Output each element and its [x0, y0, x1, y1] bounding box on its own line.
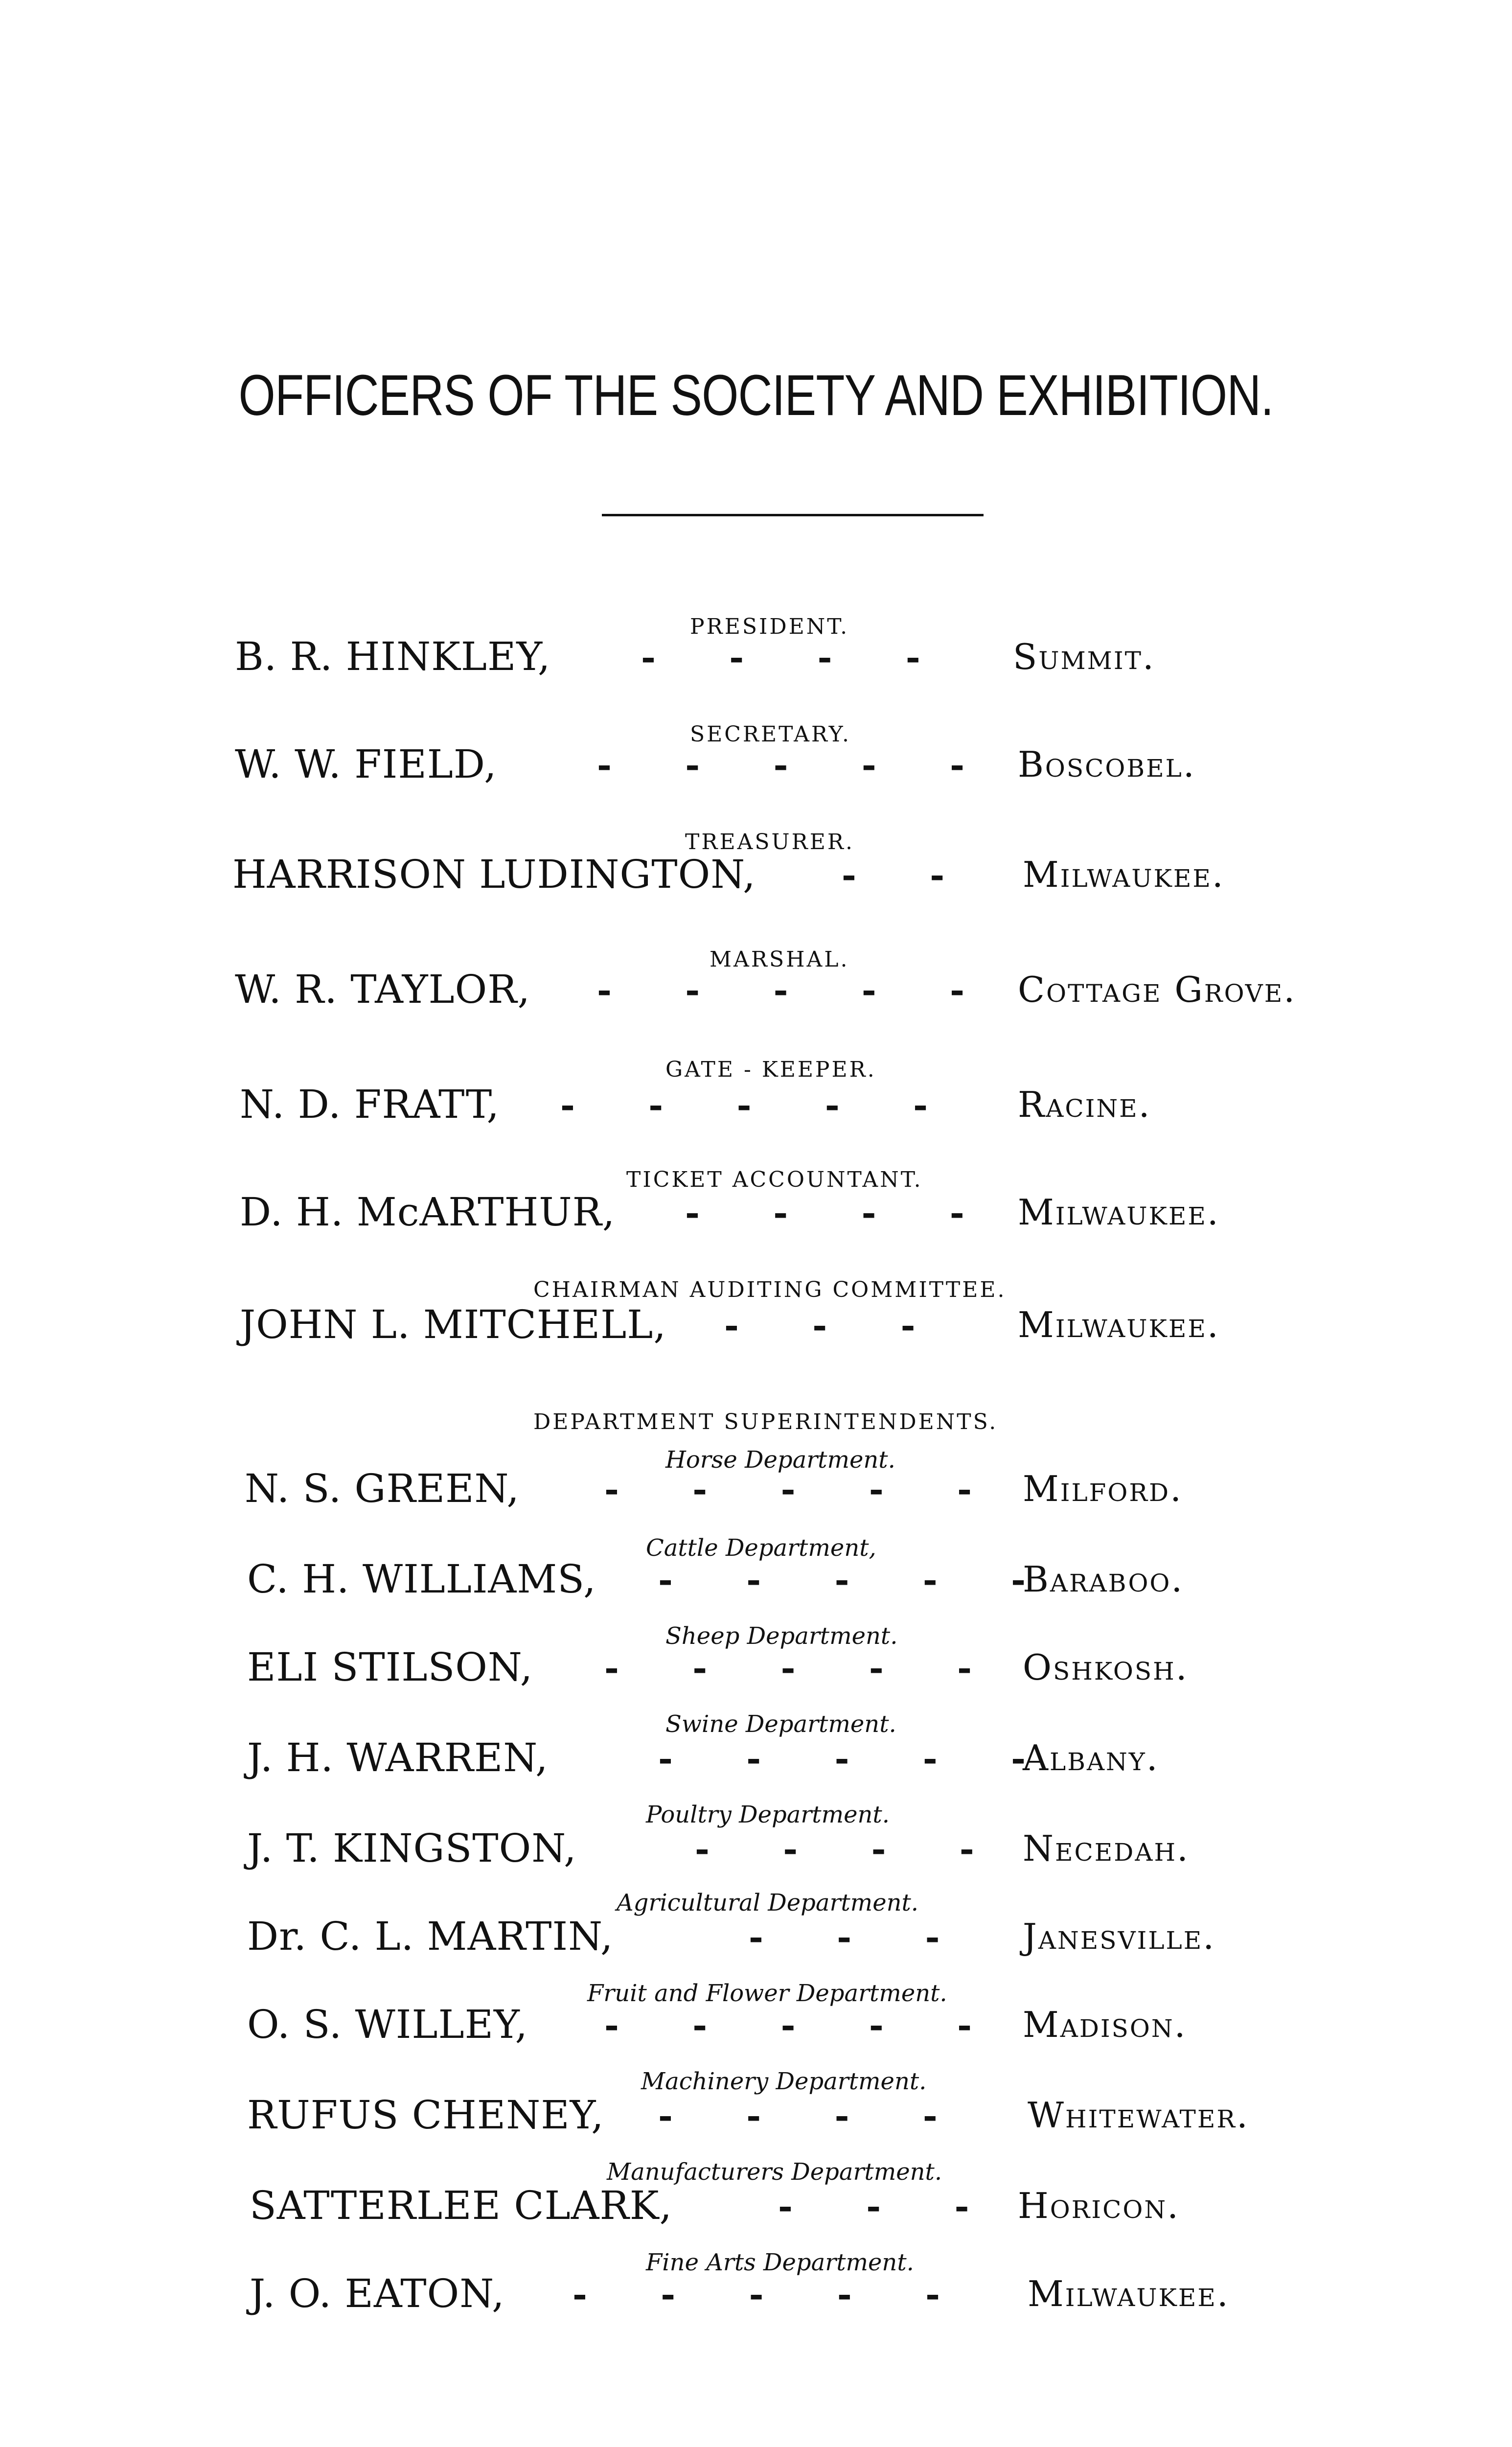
leader-dashes: - - - -	[685, 1192, 964, 1233]
superintendent-name: J. O. EATON,	[250, 2271, 505, 2316]
leader-dashes: - - - - -	[604, 1468, 972, 1510]
officer-location: Milwaukee.	[1018, 1304, 1220, 1345]
superintendent-location: Janesville.	[1023, 1916, 1216, 1957]
superintendent-name: J. H. WARREN,	[247, 1735, 549, 1780]
superintendent-name: ELI STILSON,	[247, 1644, 533, 1690]
department-label: Horse Department.	[665, 1446, 895, 1474]
officer-location: Milwaukee.	[1023, 854, 1225, 895]
superintendent-location: Oshkosh.	[1023, 1647, 1189, 1688]
department-label: Agricultural Department.	[617, 1889, 919, 1916]
officer-name: D. H. McARTHUR,	[240, 1189, 616, 1235]
department-label: Fine Arts Department.	[646, 2249, 914, 2276]
officer-name: JOHN L. MITCHELL,	[240, 1302, 666, 1347]
superintendent-location: Albany.	[1023, 1737, 1159, 1778]
leader-dashes: - -	[842, 854, 945, 896]
heading-gate-keeper: GATE - KEEPER.	[665, 1057, 876, 1082]
superintendent-name: RUFUS CHENEY,	[247, 2092, 604, 2138]
department-label: Fruit and Flower Department.	[587, 1980, 947, 2007]
superintendent-location: Madison.	[1023, 2004, 1187, 2045]
officer-name: W. R. TAYLOR,	[235, 967, 530, 1012]
officer-location: Boscobel.	[1018, 744, 1196, 785]
leader-dashes: - - - - -	[597, 744, 965, 785]
superintendent-location: Necedah.	[1023, 1828, 1190, 1869]
superintendent-location: Milford.	[1023, 1468, 1183, 1509]
officer-name: W. W. FIELD,	[235, 741, 497, 787]
heading-secretary: SECRETARY.	[690, 722, 851, 747]
superintendent-location: Baraboo.	[1023, 1559, 1184, 1600]
department-label: Sheep Department.	[665, 1622, 898, 1650]
superintendent-name: J. T. KINGSTON,	[247, 1825, 577, 1871]
leader-dashes: - - -	[778, 2185, 969, 2227]
officer-location: Summit.	[1013, 636, 1155, 677]
department-label: Cattle Department,	[646, 1534, 876, 1562]
officer-name: N. D. FRATT,	[240, 1082, 500, 1127]
superintendent-location: Horicon.	[1018, 2185, 1180, 2226]
leader-dashes: - - - - -	[658, 1559, 1026, 1600]
superintendent-name: SATTERLEE CLARK,	[250, 2183, 672, 2228]
officer-location: Cottage Grove.	[1018, 969, 1297, 1010]
heading-chairman-auditing-committee: CHAIRMAN AUDITING COMMITTEE.	[533, 1277, 1007, 1302]
leader-dashes: - - - - -	[604, 1647, 972, 1688]
officer-location: Milwaukee.	[1018, 1192, 1220, 1233]
department-label: Machinery Department.	[641, 2068, 927, 2095]
leader-dashes: - - -	[724, 1304, 916, 1346]
superintendent-name: Dr. C. L. MARTIN,	[247, 1914, 614, 1959]
superintendent-location: Whitewater.	[1028, 2095, 1249, 2136]
heading-marshal: MARSHAL.	[710, 947, 849, 972]
leader-dashes: - - -	[749, 1916, 940, 1958]
title-divider	[602, 514, 984, 516]
leader-dashes: - - - - -	[573, 2273, 940, 2315]
leader-dashes: - - - - -	[604, 2004, 972, 2046]
heading-treasurer: TREASURER.	[685, 830, 854, 854]
officer-location: Racine.	[1018, 1084, 1151, 1125]
superintendent-name: N. S. GREEN,	[245, 1466, 520, 1511]
superintendent-location: Milwaukee.	[1028, 2273, 1230, 2314]
heading-department-superintendents: DEPARTMENT SUPERINTENDENTS.	[533, 1409, 998, 1434]
department-label: Poultry Department.	[646, 1801, 890, 1828]
department-label: Swine Department.	[665, 1710, 896, 1738]
superintendent-name: O. S. WILLEY,	[247, 2002, 528, 2047]
officer-name: HARRISON LUDINGTON,	[232, 852, 756, 897]
leader-dashes: - - - - -	[560, 1084, 928, 1126]
leader-dashes: - - - -	[658, 2095, 938, 2136]
leader-dashes: - - - -	[641, 636, 920, 678]
department-label: Manufacturers Department.	[607, 2158, 942, 2186]
heading-ticket-accountant: TICKET ACCOUNTANT.	[626, 1167, 923, 1192]
leader-dashes: - - - - -	[658, 1737, 1026, 1779]
superintendent-name: C. H. WILLIAMS,	[247, 1556, 596, 1602]
leader-dashes: - - - - -	[597, 969, 965, 1011]
officer-name: B. R. HINKLEY,	[235, 634, 551, 679]
heading-president: PRESIDENT.	[690, 614, 849, 639]
leader-dashes: - - - -	[695, 1828, 974, 1870]
page-title: OFFICERS OF THE SOCIETY AND EXHIBITION.	[238, 363, 1274, 428]
